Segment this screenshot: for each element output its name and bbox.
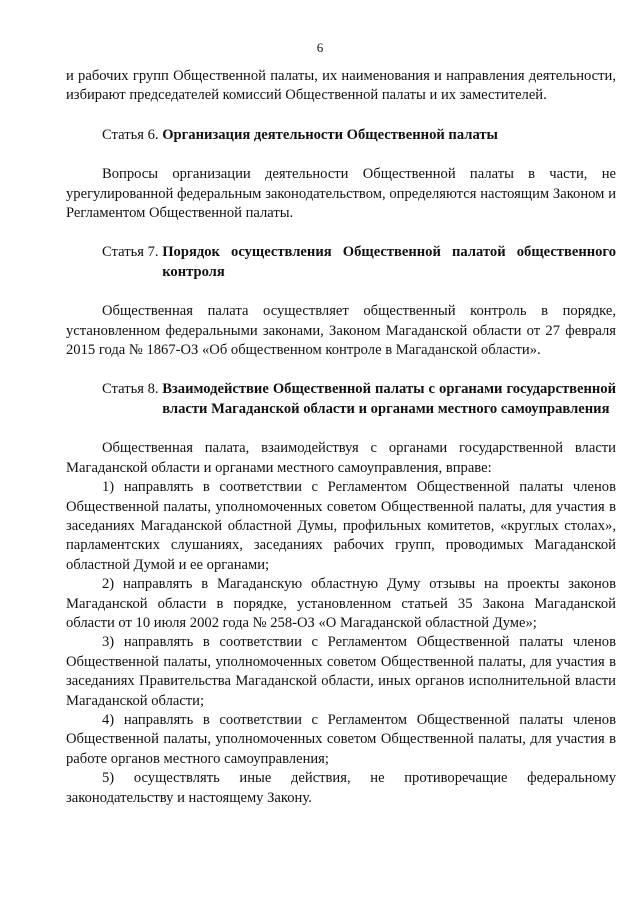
article-6-title: Организация деятельности Общественной палаты	[162, 126, 498, 143]
article-7-heading	[66, 243, 616, 282]
article-8-item-5: 5) осуществлять иные действия, не противоречащие федеральному законодательству и настоящему Закону.	[66, 770, 616, 806]
article-8-item-4: 4) направлять в соответствии с Регламентом Общественной палаты членов Общественной палаты, уполномоченных советом Общественной палаты, для участия в работе органов местного самоуправления;	[66, 711, 616, 767]
article-8-item-3: 3) направлять в соответствии с Регламентом Общественной палаты членов Общественной палаты, уполномоченных советом Общественной палаты, для участия в заседаниях Правительства Магаданской области, иных органов исполнительной власти Магаданской области;	[66, 634, 616, 709]
article-6-heading	[66, 126, 616, 145]
article-8-heading	[66, 380, 616, 419]
document-body	[66, 67, 616, 808]
article-7-prefix: Статья 7.	[102, 244, 163, 261]
article-7-paragraph-1: Общественная палата осуществляет общественный контроль в порядке, установленном федеральными законами, Законом Магаданской области от 27 февраля 2015 года № 1867-ОЗ «Об общественном контроле в Магаданской области».	[66, 303, 616, 359]
article-8-item-1: 1) направлять в соответствии с Регламентом Общественной палаты членов Общественной палаты, уполномоченных советом Общественной палаты, для участия в заседаниях Магаданской областной Думы, профильных комитетов, «круглых столах», парламентских слушаниях, заседаниях рабочих групп, проводимых Магаданской областной Думой и ее органами;	[66, 479, 616, 573]
article-8-item-2: 2) направлять в Магаданскую областную Думу отзывы на проекты законов Магаданской области в порядке, установленном статьей 35 Закона Магаданской области от 10 июля 2002 года № 258-ОЗ «О Магаданской областной Думе»;	[66, 576, 616, 631]
article-7-title: Порядок осуществления Общественной палатой общественного контроля	[162, 244, 616, 280]
intro-paragraph: и рабочих групп Общественной палаты, их наименования и направления деятельности, избирают председателей комиссий Общественной палаты и их заместителей.	[66, 68, 616, 104]
article-6-prefix: Статья 6.	[102, 126, 163, 143]
article-8-title: Взаимодействие Общественной палаты с органами государственной власти Магаданской области и органами местного самоуправления	[162, 381, 616, 417]
article-8-paragraph-1: Общественная палата, взаимодействуя с органами государственной власти Магаданской области и органами местного самоуправления, вправе:	[66, 440, 616, 476]
page-number: 6	[316, 40, 324, 55]
article-6-paragraph-1: Вопросы организации деятельности Общественной палаты в части, не урегулированной федеральным законодательством, определяются настоящим Законом и Регламентом Общественной палаты.	[66, 166, 616, 222]
article-8-prefix: Статья 8.	[102, 381, 163, 398]
